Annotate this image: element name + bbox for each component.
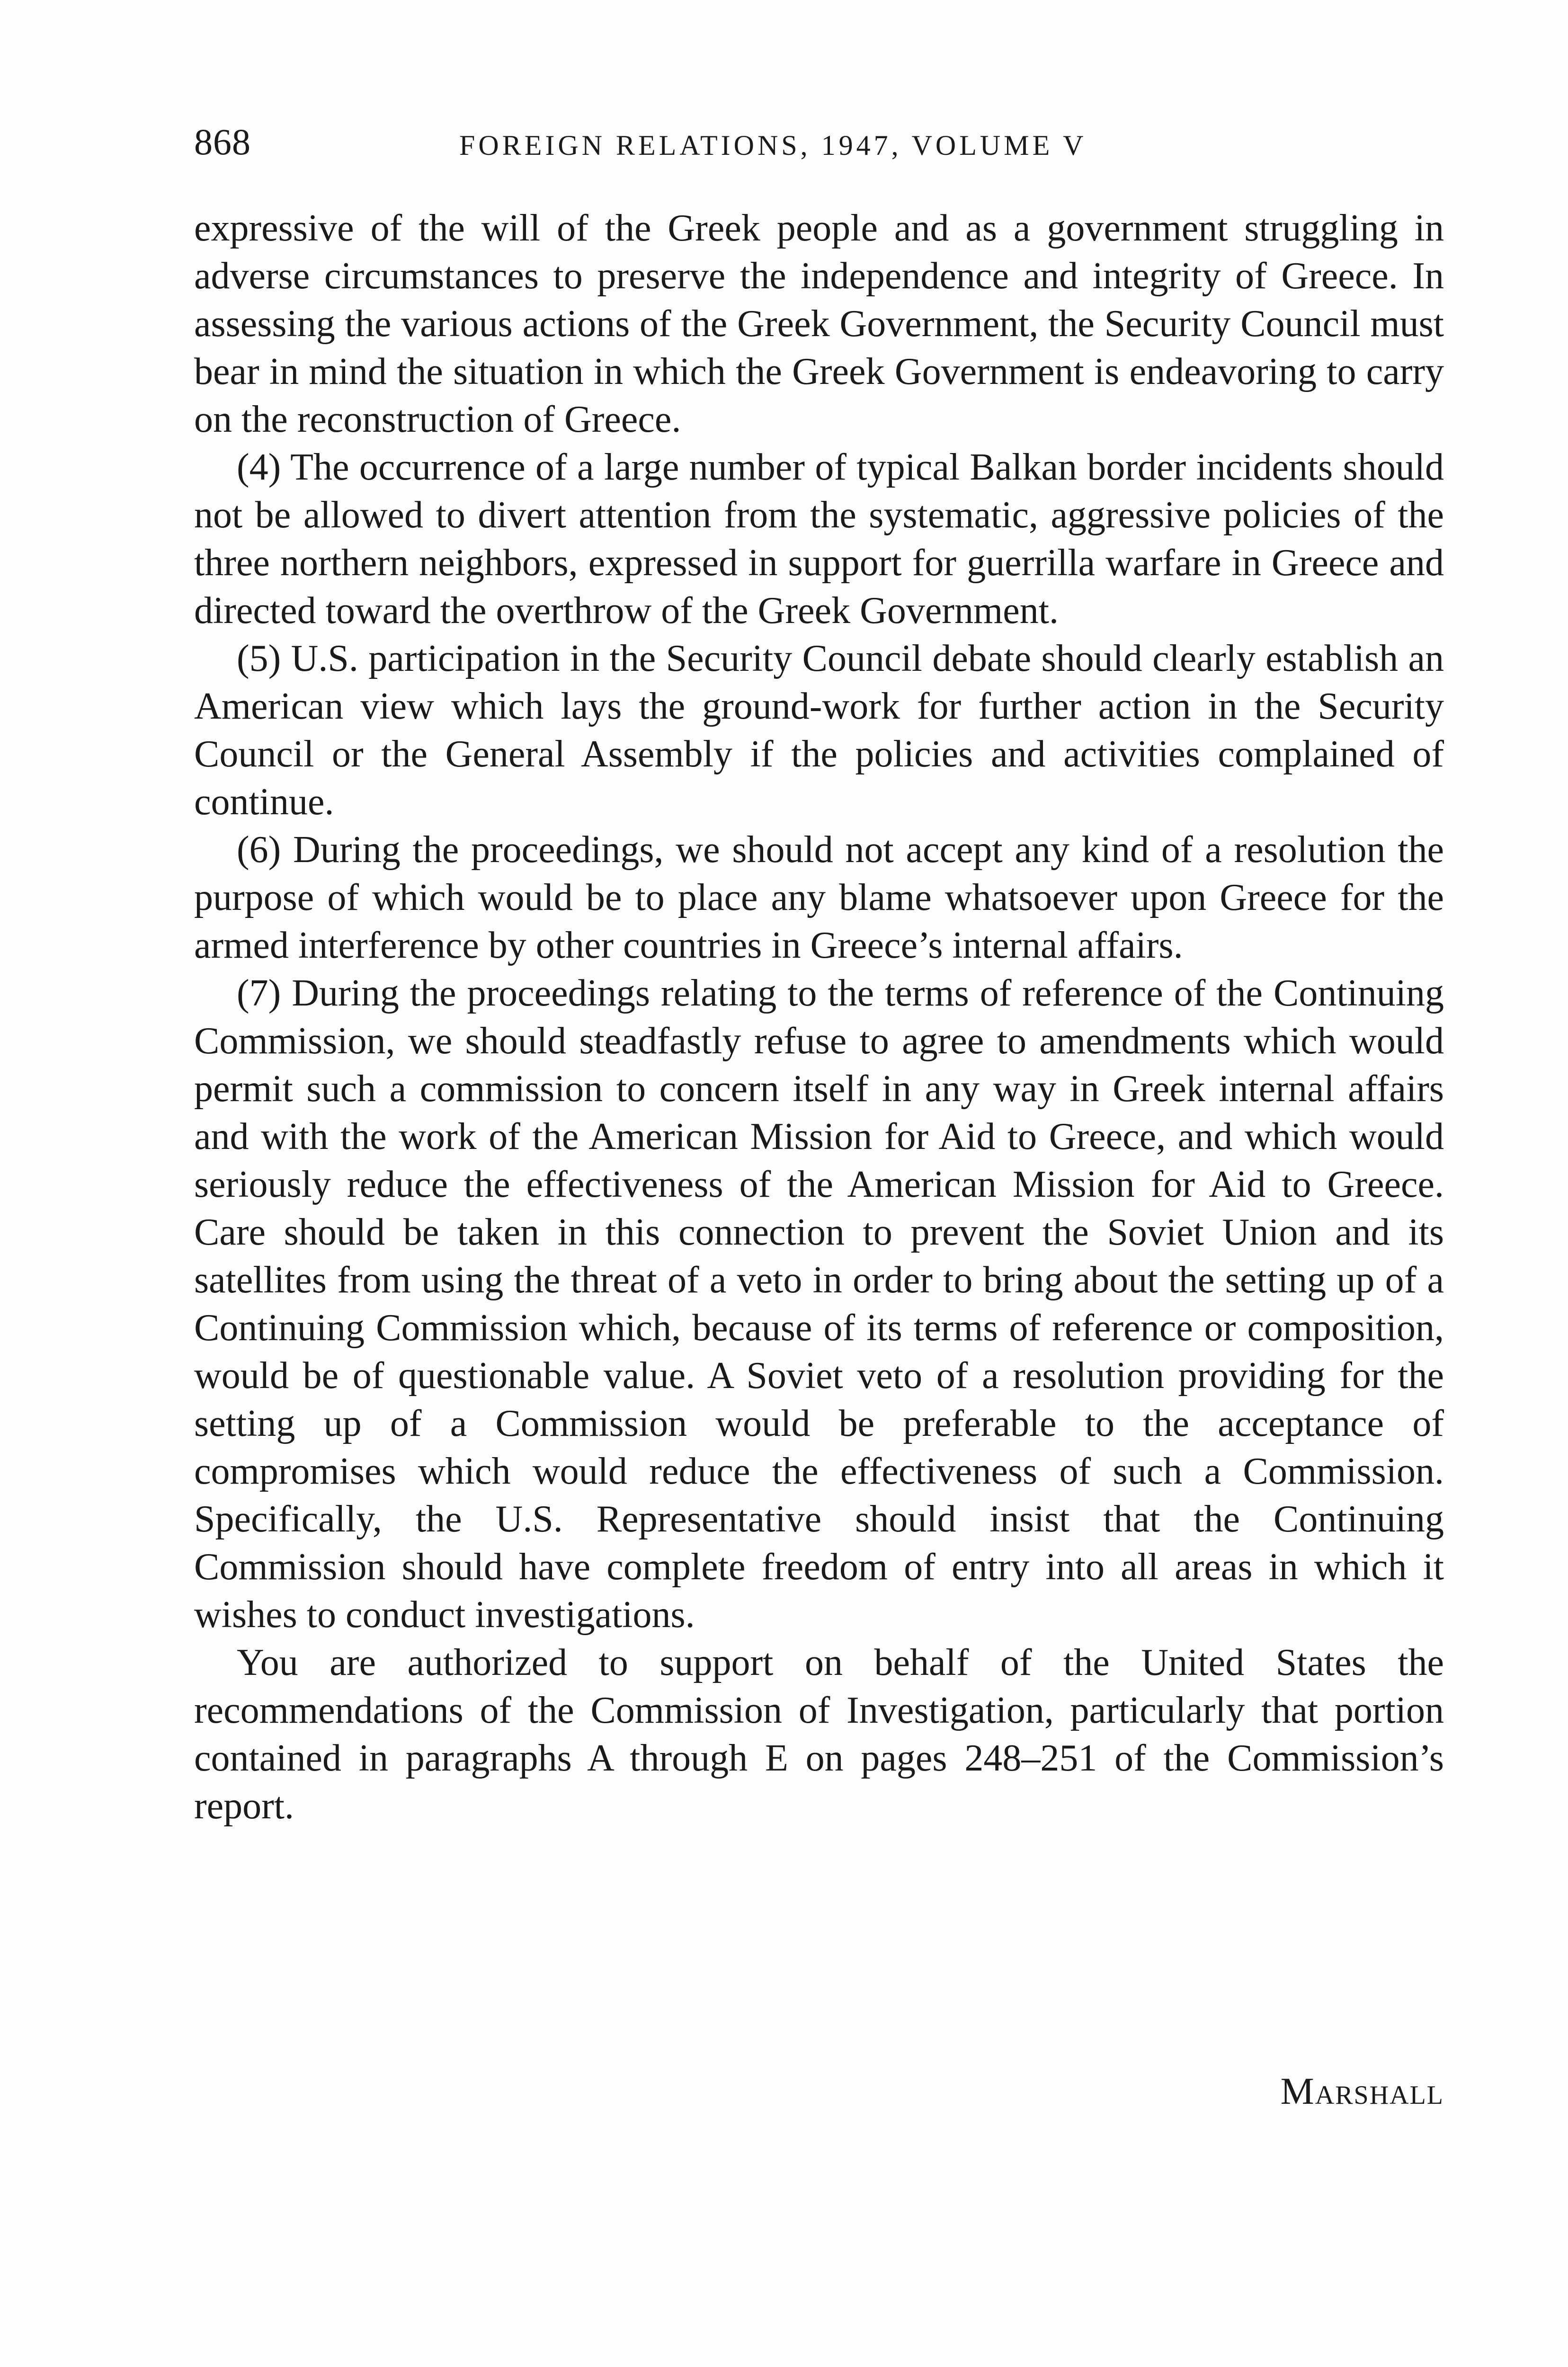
paragraph-authorization: You are authorized to support on behalf of the United States the recommendations of the Commission of Investigation, particularly that portion contained in paragraphs A through E on pages 248–251 of the Commission’s report. (194, 1642, 1444, 1827)
paragraph-4: (4) The occurrence of a large number of typical Balkan border incidents should not be allowed to divert attention from the systematic, aggressive policies of the three northern neighbors, expressed in support for guerrilla warfare in Greece and directed toward the overthrow of the Greek Government. (194, 446, 1444, 632)
page-number: 868 (194, 121, 251, 162)
paragraph-7: (7) During the proceedings relating to the terms of reference of the Continuing Commission, we should steadfastly refuse to agree to amendments which would permit such a commission to concern itself in any way in Greek internal affairs and with the work of the American Mission for Aid to Greece, and which would seriously reduce the effectiveness of the American Mission for Aid to Greece. Care should be taken in this connection to prevent the Soviet Union and its satellites from using the threat of a veto in order to bring about the setting up of a Continuing Commission which, because of its terms of reference or composition, would be of questionable value. A Soviet veto of a resolution providing for the setting up of a Commission would be preferable to the acceptance of compromises which would reduce the effectiveness of such a Commission. Specifically, the U.S. Representative should insist that the Continuing Commission should have complete freedom of entry into all areas in which it wishes to conduct investigations. (194, 972, 1444, 1636)
signature: Marshall (1280, 2071, 1444, 2112)
paragraph-5: (5) U.S. participation in the Security Council debate should clearly establish an American view which lays the ground-work for further action in the Security Council or the General Assembly if the policies and activities complained of continue. (194, 638, 1444, 823)
paragraph-6: (6) During the proceedings, we should not accept any kind of a resolution the purpose of which would be to place any blame whatsoever upon Greece for the armed interference by other countries in Greece’s internal affairs. (194, 829, 1444, 966)
paragraph-continuation: expressive of the will of the Greek people and as a government struggling in adverse circumstances to preserve the independence and integrity of Greece. In assessing the various actions of the Greek Government, the Security Council must bear in mind the situation in which the Greek Government is endeavoring to carry on the reconstruction of Greece. (194, 207, 1444, 440)
document-body (194, 205, 1444, 1830)
running-head: FOREIGN RELATIONS, 1947, VOLUME V (459, 130, 1087, 161)
page-header (194, 118, 1444, 166)
